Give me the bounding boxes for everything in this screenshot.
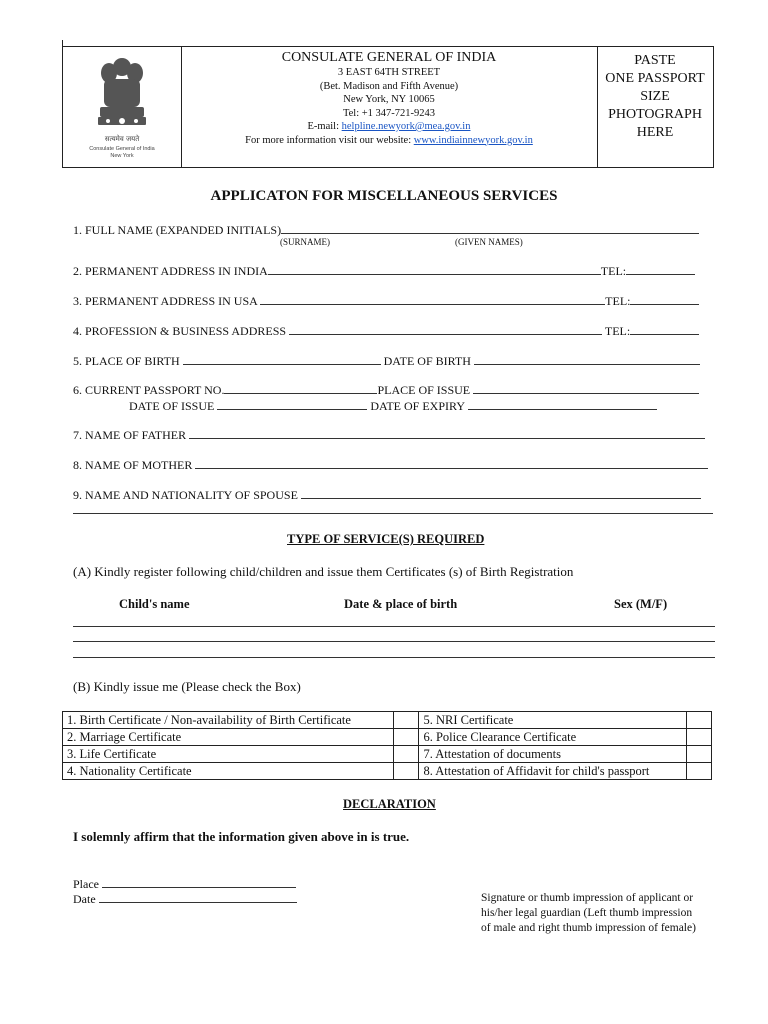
service-checkbox[interactable]: [393, 712, 419, 729]
signature-line-1: Signature or thumb impression of applicant or: [481, 892, 694, 904]
given-names-hint: (GIVEN NAMES): [455, 237, 523, 247]
date-of-issue-input[interactable]: [217, 398, 367, 410]
tel-label: TEL:: [604, 324, 631, 338]
address-usa-label: 3. PERMANENT ADDRESS IN USA: [73, 294, 261, 308]
email-label: E-mail:: [307, 121, 342, 132]
email-line: [181, 120, 597, 134]
field-address-india: [73, 263, 695, 279]
address-usa-input[interactable]: [260, 293, 605, 305]
section-b-text: (B) Kindly issue me (Please check the Box): [73, 679, 301, 694]
table-row: [63, 763, 712, 780]
mother-name-label: 8. NAME OF MOTHER: [73, 458, 196, 472]
service-checkbox[interactable]: [687, 729, 712, 746]
passport-no-label: 6. CURRENT PASSPORT NO.: [73, 383, 225, 397]
child-name-header: Child's name: [119, 597, 190, 611]
spouse-input[interactable]: [301, 487, 701, 499]
between-avenues: (Bet. Madison and Fifth Avenue): [319, 80, 459, 92]
emblem-motto: सत्यमेव जयते: [104, 135, 140, 143]
tel-usa-input[interactable]: [630, 293, 699, 305]
signature-line-2: his/her legal guardian (Left thumb impression: [481, 907, 693, 919]
city: New York, NY 10065: [343, 94, 435, 105]
passport-no-input[interactable]: [224, 382, 377, 394]
child-entry-line[interactable]: [73, 626, 715, 627]
spouse-label: 9. NAME AND NATIONALITY OF SPOUSE: [73, 488, 301, 502]
full-name-label: 1. FULL NAME (EXPANDED INITIALS): [73, 223, 282, 237]
field-full-name: [73, 222, 699, 238]
child-entry-line[interactable]: [73, 641, 715, 642]
declaration-statement: I solemnly affirm that the information given above in is true.: [73, 829, 410, 844]
field-place: [73, 876, 296, 892]
field-passport: [73, 382, 699, 398]
address-india-label: 2. PERMANENT ADDRESS IN INDIA: [73, 264, 268, 278]
table-row: [63, 729, 712, 746]
service-label: 7. Attestation of documents: [419, 746, 687, 763]
date-of-expiry-label: DATE OF EXPIRY: [367, 399, 468, 413]
spouse-input-line-2[interactable]: [73, 513, 713, 514]
date-label: Date: [73, 892, 99, 906]
field-mother: [73, 457, 708, 473]
telephone: Tel: +1 347-721-9243: [342, 107, 436, 119]
photo-instructions: [597, 52, 713, 142]
services-heading: TYPE OF SERVICE(S) REQUIRED: [287, 532, 485, 546]
tel-business-input[interactable]: [630, 323, 699, 335]
photo-line-1: PASTE: [634, 53, 676, 68]
profession-input[interactable]: [289, 323, 602, 335]
form-title: APPLICATON FOR MISCELLANEOUS SERVICES: [210, 188, 558, 204]
place-label: Place: [73, 877, 102, 891]
field-profession: [73, 323, 699, 339]
service-checkbox[interactable]: [687, 763, 712, 780]
signature-line-3: of male and right thumb impression of female): [481, 922, 696, 934]
place-of-birth-label: 5. PLACE OF BIRTH: [73, 354, 183, 368]
date-of-birth-input[interactable]: [474, 353, 700, 365]
field-address-usa: [73, 293, 699, 309]
service-label: 6. Police Clearance Certificate: [419, 729, 687, 746]
date-of-issue-label: DATE OF ISSUE: [129, 399, 218, 413]
address-india-input[interactable]: [268, 263, 601, 275]
date-of-birth-label: DATE OF BIRTH: [380, 354, 474, 368]
service-label: 3. Life Certificate: [63, 746, 394, 763]
service-label: 1. Birth Certificate / Non-availability of Birth Certificate: [63, 712, 394, 729]
tel-india-input[interactable]: [626, 263, 695, 275]
birth-date-place-header: Date & place of birth: [344, 597, 458, 611]
service-label: 2. Marriage Certificate: [63, 729, 394, 746]
photo-line-3: SIZE: [640, 89, 670, 104]
field-father: [73, 427, 705, 443]
photo-line-2: ONE PASSPORT: [605, 71, 705, 86]
profession-label: 4. PROFESSION & BUSINESS ADDRESS: [73, 324, 290, 338]
website-link[interactable]: www.indiainnewyork.gov.in: [413, 134, 533, 146]
field-birth: [73, 353, 700, 369]
date-input[interactable]: [99, 891, 297, 903]
father-name-input[interactable]: [189, 427, 705, 439]
photo-line-4: PHOTOGRAPH: [608, 107, 702, 122]
table-row: [63, 712, 712, 729]
service-label: 4. Nationality Certificate: [63, 763, 394, 780]
section-a-text: (A) Kindly register following child/children and issue them Certificates (s) of Birth Registration: [73, 564, 574, 579]
service-checkbox[interactable]: [393, 763, 419, 780]
declaration-heading: DECLARATION: [343, 797, 436, 811]
mother-name-input[interactable]: [195, 457, 708, 469]
place-of-issue-label: PLACE OF ISSUE: [377, 383, 474, 397]
surname-hint: (SURNAME): [280, 237, 331, 247]
field-passport-dates: [129, 398, 657, 414]
field-spouse: [73, 487, 701, 503]
service-label: 5. NRI Certificate: [419, 712, 687, 729]
photo-line-5: HERE: [636, 125, 674, 140]
father-name-label: 7. NAME OF FATHER: [73, 428, 190, 442]
child-entry-line[interactable]: [73, 657, 715, 658]
place-of-issue-input[interactable]: [473, 382, 699, 394]
field-date: [73, 891, 297, 907]
date-of-expiry-input[interactable]: [468, 398, 657, 410]
email-link[interactable]: helpline.newyork@mea.gov.in: [341, 121, 471, 132]
address-cell: [181, 47, 598, 167]
place-of-birth-input[interactable]: [183, 353, 381, 365]
service-checkbox[interactable]: [687, 746, 712, 763]
header-box: [62, 46, 714, 168]
place-input[interactable]: [102, 876, 296, 888]
office-name: CONSULATE GENERAL OF INDIA: [281, 50, 497, 65]
website-line: [181, 134, 597, 148]
emblem-icon: [94, 55, 150, 133]
emblem-caption: Consulate General of India: [89, 146, 155, 152]
sex-header: Sex (M/F): [614, 597, 668, 611]
emblem-caption-city: New York: [110, 153, 134, 159]
services-table: [62, 711, 712, 780]
service-checkbox[interactable]: [687, 712, 712, 729]
service-label: 8. Attestation of Affidavit for child's passport: [419, 763, 687, 780]
service-checkbox[interactable]: [393, 746, 419, 763]
emblem-cell: [63, 47, 182, 167]
photo-cell: [597, 47, 713, 167]
full-name-input[interactable]: [281, 222, 699, 234]
service-checkbox[interactable]: [393, 729, 419, 746]
table-row: [63, 746, 712, 763]
tel-label: TEL:: [605, 294, 631, 308]
signature-note: [481, 891, 696, 936]
website-label: For more information visit our website:: [245, 134, 414, 146]
street: 3 EAST 64TH STREET: [337, 67, 441, 78]
tel-label: TEL:: [600, 264, 627, 278]
